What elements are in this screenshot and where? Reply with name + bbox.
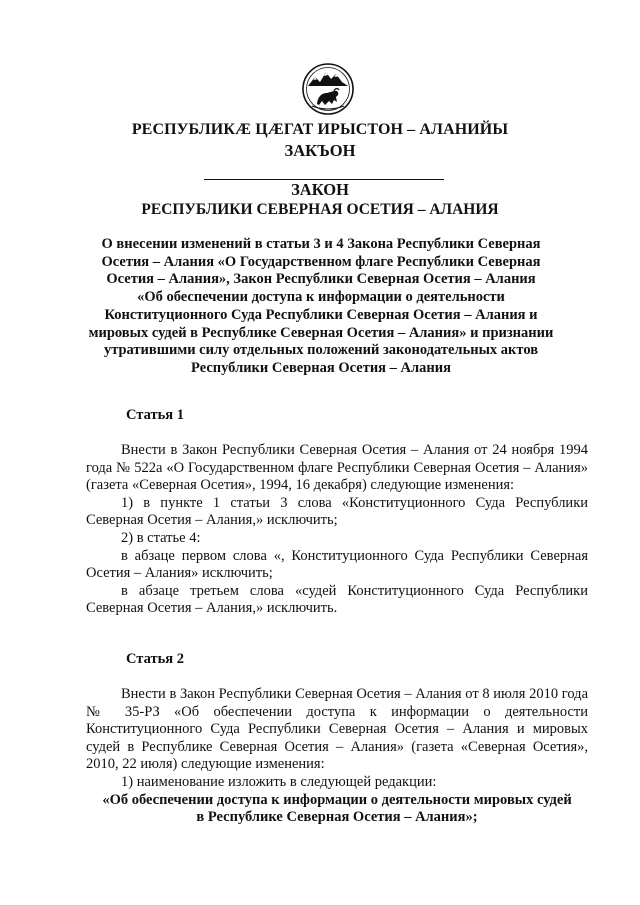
paragraph: в абзаце третьем слова «судей Конституционного Суда Республики Северная Осетия – Алания,» исключить. [86, 582, 588, 617]
law-title-line: О внесении изменений в статьи 3 и 4 Закона Республики Северная [101, 236, 541, 252]
paragraph: 1) наименование изложить в следующей редакции: [121, 773, 437, 790]
paragraph: 1) в пункте 1 статьи 3 слова «Конституционного Суда Республики Северная Осетия – Алания,» исключить; [86, 494, 588, 529]
article-2-body [86, 686, 588, 827]
ossetian-republic-heading: РЕСПУБЛИКÆ ЦÆГАТ ИРЫСТОН – АЛАНИЙЫ [131, 121, 509, 138]
law-title-line: Осетия – Алания «О Государственном флаге Республики Северная [101, 253, 541, 270]
coat-of-arms-icon [301, 62, 355, 116]
law-title-line: Конституционного Суда Республики Северная Осетия – Алания и [104, 306, 538, 323]
law-title-line: утратившими силу отдельных положений законодательных актов [103, 342, 539, 359]
article-2-heading: Статья 2 [126, 651, 184, 667]
paragraph: Внести в Закон Республики Северная Осетия – Алания от 24 ноября 1994 года № 522а «О Государственном флаге Республики Северная Осетия – Алания» (газета «Северная Осетия», 1994, 16 декабря) следующие изменения: [86, 442, 588, 494]
law-title-line: Республики Северная Осетия – Алания [191, 359, 451, 376]
law-title [86, 236, 556, 378]
quoted-title-line: в Республике Северная Осетия – Алания»; [196, 809, 478, 826]
law-title-line: мировых судей в Республике Северная Осетия – Алания» и признании [88, 324, 554, 341]
article-1-body [86, 442, 588, 618]
law-heading: ЗАКОН [291, 180, 349, 199]
paragraph: 2) в статье 4: [121, 529, 201, 546]
ossetian-law-heading: ЗАКЪОН [284, 141, 356, 160]
paragraph: Внести в Закон Республики Северная Осетия – Алания от 8 июля 2010 года № 35-РЗ «Об обеспечении доступа к информации о деятельности Конституционного Суда Республики Северная Осетия – Алания и мировых судей в Республике Северная Осетия – Алания» (газета «Северная Осетия», 2010, 22 июля) следующие изменения: [86, 686, 588, 773]
law-title-line: Осетия – Алания», Закон Республики Северная Осетия – Алания [106, 271, 536, 288]
law-title-line: «Об обеспечении доступа к информации о деятельности [137, 289, 505, 306]
quoted-title-line: «Об обеспечении доступа к информации о деятельности мировых судей [102, 791, 572, 808]
republic-heading: РЕСПУБЛИКИ СЕВЕРНАЯ ОСЕТИЯ – АЛАНИЯ [141, 201, 499, 218]
article-1-heading: Статья 1 [126, 407, 184, 423]
paragraph: в абзаце первом слова «, Конституционного Суда Республики Северная Осетия – Алания» исключить; [86, 547, 588, 582]
